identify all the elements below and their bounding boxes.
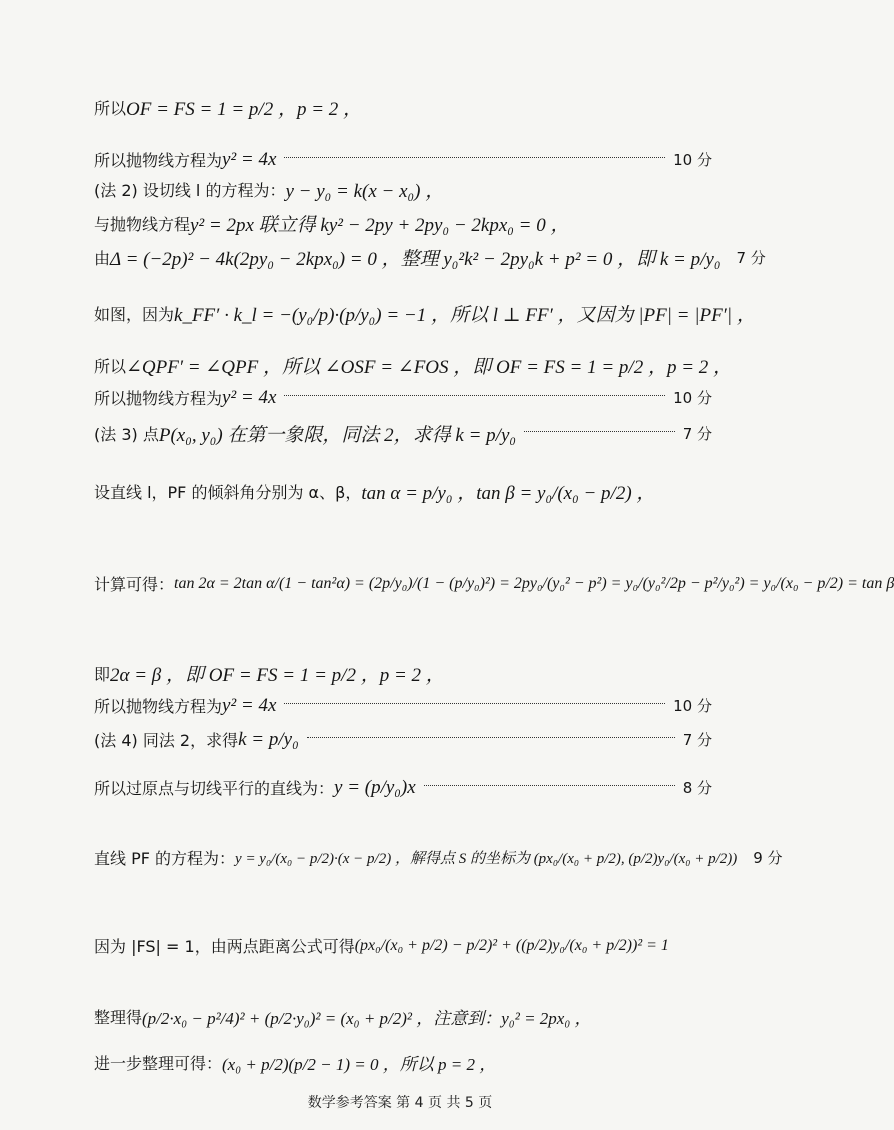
line-17 [94,934,712,957]
line-9 [94,420,712,447]
line-16 [94,846,783,869]
leader-dots [307,737,675,738]
line-5 [94,244,766,271]
line-3-math: y − y₀ = k(x − x₀) ， [285,181,445,202]
line-11-text: 计算可得： [94,575,175,594]
line-14-text: (法 4) 同法 2，求得 [94,731,239,750]
leader-dots [424,785,675,786]
line-12 [94,660,712,687]
line-16-math: y = y₀/(x₀ − p/2)·(x − p/2) ，解得点 S 的坐标为 (px₀/(x₀ + p/2), (p/2)y₀/(x₀ + p/2)) [235,851,738,867]
score-label: 7 分 [682,731,712,749]
line-19-text: 进一步整理可得： [94,1054,223,1073]
line-7 [94,352,733,379]
leader-dots [284,703,665,704]
line-17-math: (px₀/(x₀ + p/2) − p/2)² + ((p/2)y₀/(x₀ + p/2))² = 1 [354,936,669,954]
leader-dots [284,395,665,396]
leader-dots [284,157,665,158]
line-4 [94,210,712,237]
score-label: 7 分 [736,249,766,267]
line-13-math: y² = 4x [222,694,277,716]
line-18 [94,1004,712,1029]
line-12-math: 2α = β ，即 OF = FS = 1 = p/2 ，p = 2 ， [110,665,445,686]
line-6-math: k_FF′ · k_l = −(y₀/p)·(p/y₀) = −1 ，所以 l ⊥ FF′ ，又因为 |PF| = |PF′| ， [174,305,756,326]
line-12-text: 即 [94,665,111,684]
page-footer: 数学参考答案 第 4 页 共 5 页 [307,1095,493,1111]
line-5-text: 由 [94,249,111,268]
line-8-math: y² = 4x [222,386,277,408]
line-7-math: ∠QPF′ = ∠QPF ，所以 ∠OSF = ∠FOS ，即 OF = FS = 1 = p/2 ，p = 2 ， [126,357,733,378]
line-6 [94,300,756,327]
line-18-math: (p/2·x₀ − p²/4)² + (p/2·y₀)² = (x₀ + p/2)² ，注意到：y₀² = 2px₀ ， [142,1009,592,1028]
line-4-math: y² = 2px 联立得 ky² − 2py + 2py₀ − 2kpx₀ = 0 ， [190,215,570,236]
score-label: 10 分 [673,697,712,715]
line-15-text: 所以过原点与切线平行的直线为： [94,779,335,798]
line-16-text: 直线 PF 的方程为： [94,849,236,868]
line-10-math: tan α = p/y₀ ，tan β = y₀/(x₀ − p/2) ， [361,483,656,504]
line-11-math: tan 2α = 2tan α/(1 − tan²α) = (2p/y₀)/(1 − (p/y₀)²) = 2py₀/(y₀² − p²) = y₀/(y₀²/2p − p²/y₀²) = y₀/(x₀ − p/2) = tan β [174,574,894,592]
line-3 [94,176,712,203]
line-9-text: (法 3) 点 [94,425,159,444]
line-14-math: k = p/y₀ [238,728,299,750]
line-15-math: y = (p/y₀)x [334,776,416,798]
line-1-text: 所以 [94,99,127,118]
line-1-math: OF = FS = 1 = p/2 ，p = 2 ， [126,99,363,120]
line-8 [94,386,712,409]
line-2-text: 所以抛物线方程为 [94,151,223,170]
score-label: 10 分 [673,151,712,169]
score-label: 8 分 [682,779,712,797]
line-10 [94,478,712,505]
line-3-text: (法 2) 设切线 l 的方程为： [94,181,286,200]
line-8-text: 所以抛物线方程为 [94,389,223,408]
line-15 [94,776,712,799]
line-19-math: (x₀ + p/2)(p/2 − 1) = 0 ，所以 p = 2 ， [222,1055,497,1074]
score-label: 7 分 [682,425,712,443]
score-label: 10 分 [673,389,712,407]
line-13 [94,694,712,717]
line-18-text: 整理得 [94,1008,143,1027]
line-2-math: y² = 4x [222,148,277,170]
line-9-math: P(x₀, y₀) 在第一象限，同法 2，求得 k = p/y₀ [158,425,517,446]
line-17-text: 因为 |FS| = 1，由两点距离公式可得 [94,937,355,956]
line-7-text: 所以 [94,357,127,376]
line-5-math: Δ = (−2p)² − 4k(2py₀ − 2kpx₀) = 0 ，整理 y₀²k² − 2py₀k + p² = 0 ，即 k = p/y₀ [110,249,721,270]
line-1 [94,94,712,121]
line-19 [94,1050,712,1075]
line-14 [94,728,712,751]
leader-dots [524,431,675,432]
line-2 [94,148,712,171]
score-label: 9 分 [753,849,783,867]
line-10-text: 设直线 l，PF 的倾斜角分别为 α、β， [94,483,362,502]
line-11 [94,572,894,595]
line-4-text: 与抛物线方程 [94,215,191,234]
line-6-text: 如图，因为 [94,305,175,324]
line-13-text: 所以抛物线方程为 [94,697,223,716]
